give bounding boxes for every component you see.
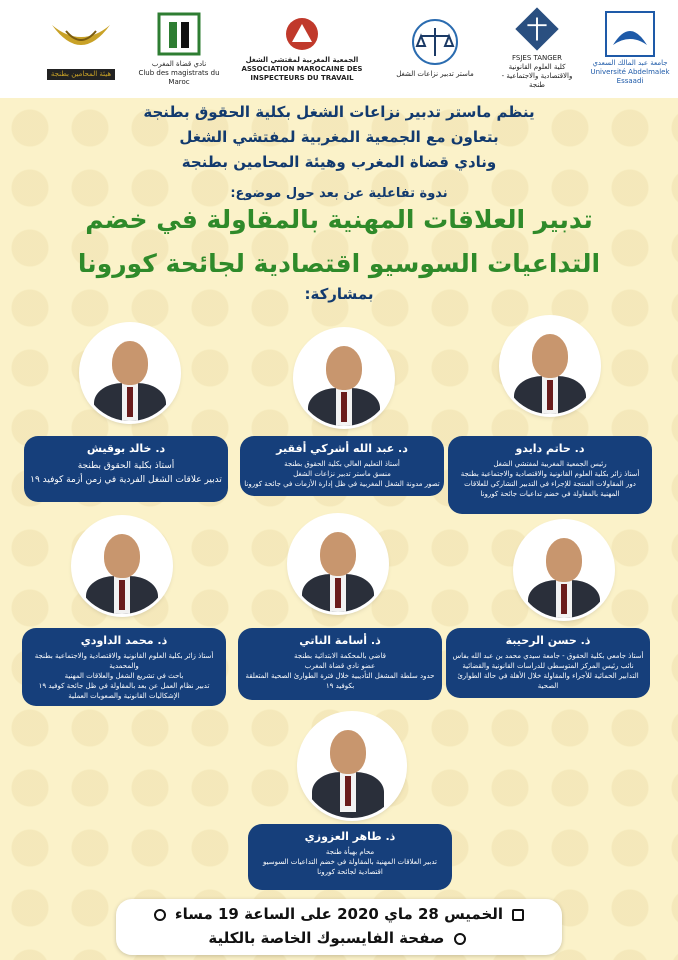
clock-icon <box>154 909 166 921</box>
speaker-card-hatim: د. حاتم دايدو رئيس الجمعية المغربية لمفتشي الشغل أستاذ زائر بكلية العلوم القانونية والاقتصادية والاجتماعية بطنجة دور المقاولات المنتجة للإجراء في التدبير التشاركي للعلاقات المهنية بالمقاولة في خضم تداعيات جائحة كورونا <box>448 436 652 514</box>
speaker-name: د. خالد بوقيش <box>86 442 166 455</box>
calendar-icon <box>512 909 524 921</box>
speaker-photo-abdellah <box>296 330 392 426</box>
speaker-name: د. عبد الله أشركي أفقير <box>276 442 408 455</box>
speaker-card-mohamed: ذ. محمد الداودي أستاذ زائر بكلية العلوم القانونية والاقتصادية والاجتماعية بطنجة والمحمدية باحث في تشريع الشغل والعلاقات المهنية تدبير نظام العمل عن بعد بالمقاولة في ظل جائحة كوفيد ١٩ الإشكاليات القانونية والصعوبات العملية <box>22 628 226 706</box>
speaker-name: ذ. محمد الداودي <box>80 634 168 647</box>
master-logo: ماستر تدبير نزاعات الشغل <box>390 6 480 90</box>
speaker-card-abdellah: د. عبد الله أشركي أفقير أستاذ التعليم العالي بكلية الحقوق بطنجة منسق ماستر تدبير نزاعات الشغل تصور مدونة الشغل المغربية في ظل إدارة الأزمات في جائحة كورونا <box>240 436 444 496</box>
organizer-line-3: ونادي قضاة المغرب وهيئة المحامين بطنجة <box>181 153 497 171</box>
speaker-photo-hassan <box>516 522 612 618</box>
uae-logo: جامعة عبد المالك السعدي Université Abdelmalek Essaadi <box>588 6 672 90</box>
event-place-line[interactable]: صفحة الفايسبوك الخاصة بالكلية <box>136 929 542 947</box>
logo-bar <box>0 0 678 98</box>
seminar-title-line-1: تدبير العلاقات المهنية بالمقاولة في خضم <box>85 205 593 234</box>
speaker-name: ذ. أسامة الناتي <box>299 634 381 647</box>
fsjes-logo: FSJES TANGER كلية العلوم القانونية والاقتصادية والاجتماعية - طنجة <box>494 6 580 90</box>
speaker-card-oussama: ذ. أسامة الناتي قاضي بالمحكمة الابتدائية بطنجة عضو نادي قضاة المغرب حدود سلطة المشغل التأديبية خلال فترة الطوارئ الصحية المتعلقة بكوفيد ١٩ <box>238 628 442 700</box>
speaker-photo-mohamed <box>74 518 170 614</box>
speaker-photo-oussama <box>290 516 386 612</box>
speaker-photo-khalid <box>82 325 178 421</box>
event-date-line: الخميس 28 ماي 2020 على الساعة 19 مساء <box>136 905 542 923</box>
amit-logo: الجمعية المغربية لمفتشي الشغل ASSOCIATION MAROCAINE DES INSPECTEURS DU TRAVAIL <box>232 6 372 90</box>
seminar-title-line-2: التداعيات السوسيو اقتصادية لجائحة كورونا <box>77 249 601 278</box>
speaker-photo-hatim <box>502 318 598 414</box>
speaker-card-hassan: ذ. حسن الرحيبة أستاذ جامعي بكلية الحقوق - جامعة سيدي محمد بن عبد الله بفاس نائب رئيس المركز المتوسطي للدراسات القانونية والقضائية التدابير الحمائية للأجراء والمقاولة خلال الأهلة في حالة الطوارئ الصحية <box>446 628 650 698</box>
organizer-line-1: ينظم ماستر تدبير نزاعات الشغل بكلية الحقوق بطنجة <box>143 103 535 121</box>
bar-association-emblem-icon <box>46 17 116 67</box>
organizer-line-2: بتعاون مع الجمعية المغربية لمفتشي الشغل <box>179 128 499 146</box>
bird-emblem-icon <box>605 11 655 57</box>
speaker-name: د. حاتم دايدو <box>515 442 585 455</box>
justice-scale-icon <box>407 18 463 68</box>
globe-icon <box>454 933 466 945</box>
speaker-card-khalid: د. خالد بوقيش أستاذ بكلية الحقوق بطنجة تدبير علاقات الشغل الفردية في زمن أزمة كوفيد ١٩ <box>24 436 228 502</box>
speaker-name: ذ. حسن الرحيبة <box>505 634 591 647</box>
speaker-photo-taher <box>300 714 404 818</box>
participants-heading: بمشاركة: <box>304 285 374 303</box>
club-logo: نادي قضاة المغرب Club des magistrats du Maroc <box>136 6 222 90</box>
scales-emblem-icon <box>513 6 561 52</box>
gavel-emblem-icon <box>155 10 203 58</box>
inspector-emblem-icon <box>282 14 322 54</box>
speaker-card-taher: ذ. طاهر العزوزي محام بهيأة طنجة تدبير العلاقات المهنية بالمقاولة في خضم التداعيات السوسيو اقتصادية لجائحة كورونا <box>248 824 452 890</box>
speaker-name: ذ. طاهر العزوزي <box>304 830 396 843</box>
event-details-box <box>116 899 562 955</box>
bar-logo: هيئة المحامين بطنجة <box>36 6 126 90</box>
seminar-intro: ندوة تفاعلية عن بعد حول موضوع: <box>230 186 448 201</box>
